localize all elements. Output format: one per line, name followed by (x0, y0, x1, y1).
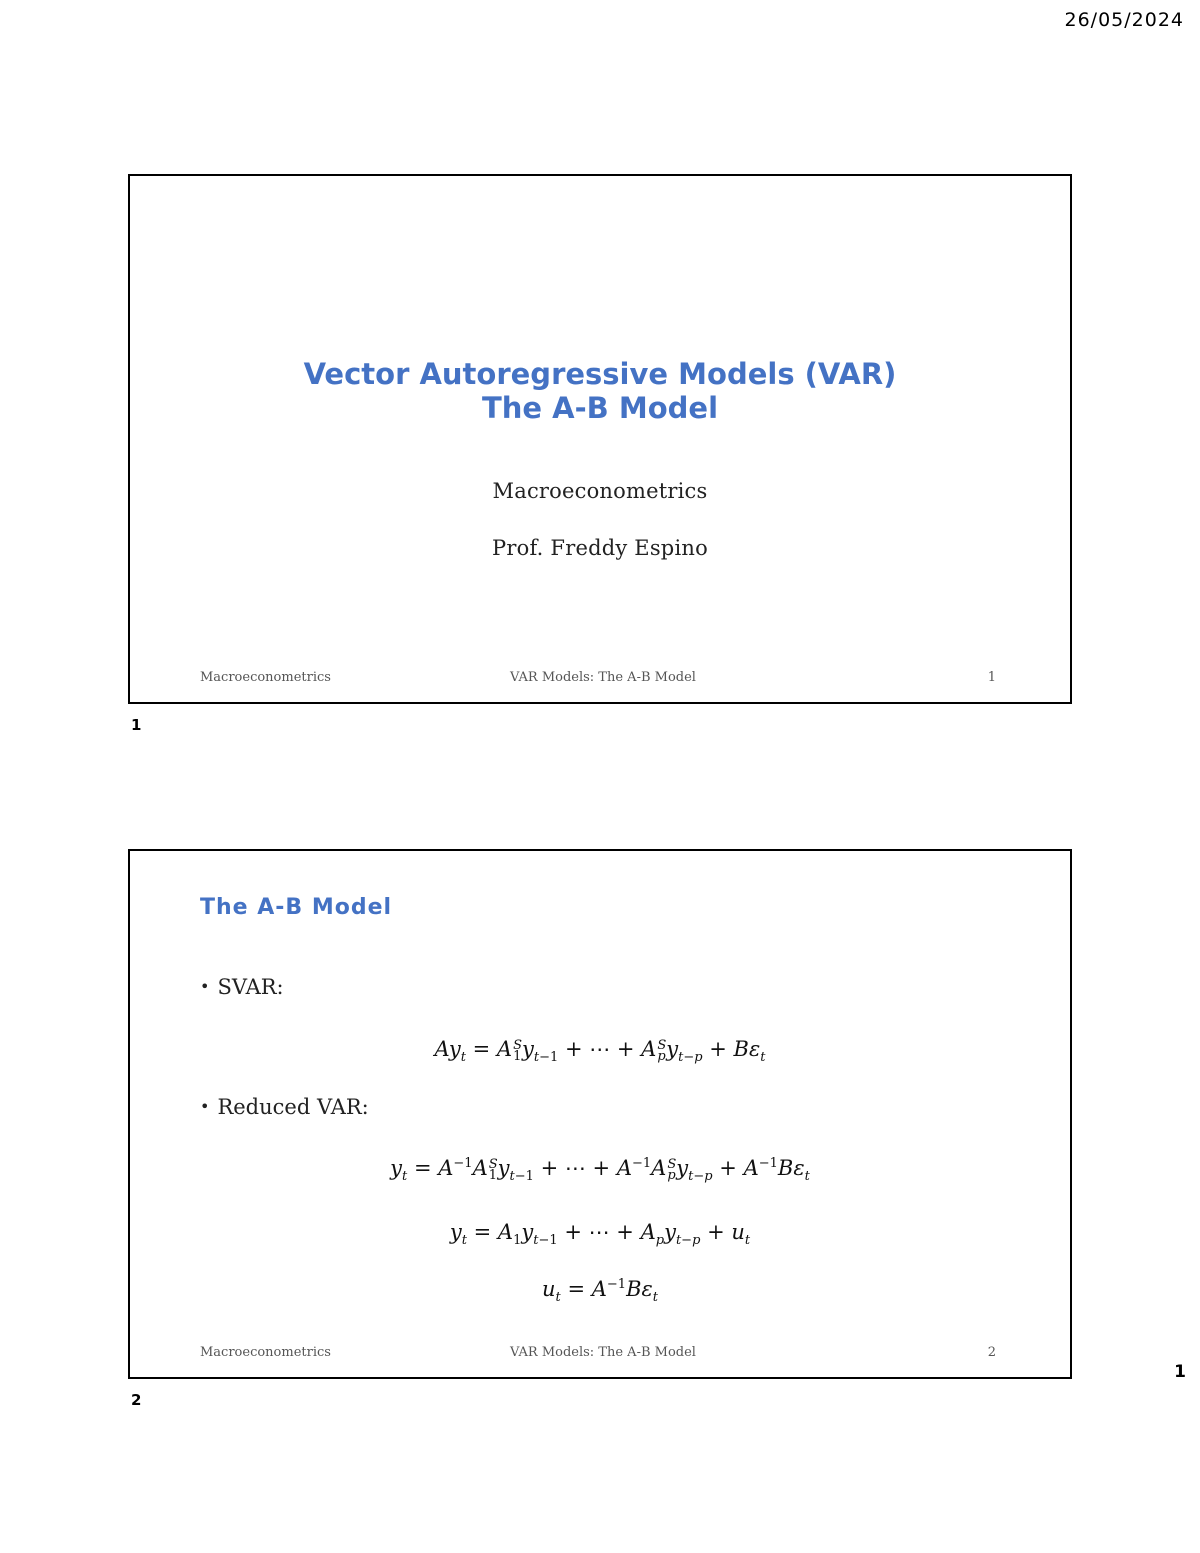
equation-reduced-var-1: $y_t = A^{-1}A$ S 1 $y_{t-1}$ + ⋯ + $A^{-1}A$ S p $y_{t-p} + A^{-1}B\varepsilon_t$ (390, 1156, 810, 1185)
slide-label-2: 2 (131, 1391, 142, 1409)
title-line-2: The A-B Model (481, 391, 719, 425)
footer-slide-number: 1 (987, 670, 996, 685)
footer-center: VAR Models: The A-B Model (510, 670, 696, 685)
slide-title (130, 357, 1070, 425)
page-number: 1 (1174, 1362, 1186, 1382)
bullet-text: Reduced VAR: (217, 1095, 369, 1119)
bullet-dot-icon: • (200, 977, 210, 996)
slide-title: The A-B Model (200, 895, 393, 920)
bullet-svar (200, 975, 284, 999)
bullet-text: SVAR: (217, 975, 284, 999)
bullet-dot-icon: • (200, 1097, 210, 1116)
slide-label-1: 1 (131, 716, 142, 734)
footer-left: Macroeconometrics (200, 670, 331, 685)
equation-svar: $Ay_t = A$ S 1 $y_{t-1}$ + ⋯ + A S p $y_{t-p} + B\varepsilon_t$ (434, 1037, 766, 1066)
slide-1 (128, 174, 1072, 704)
title-line-1: Vector Autoregressive Models (VAR) (303, 357, 897, 391)
course-name: Macroeconometrics (492, 479, 708, 503)
equation-error-term: $u_t = A^{-1}B\varepsilon_t$ (541, 1277, 658, 1306)
slide-2 (128, 849, 1072, 1379)
footer-center: VAR Models: The A-B Model (510, 1345, 696, 1360)
print-date: 26/05/2024 (1064, 9, 1184, 31)
bullet-reduced-var (200, 1095, 369, 1119)
footer-slide-number: 2 (987, 1345, 996, 1360)
equation-reduced-var-2: $y_t = A_1y_{t-1}$ + ⋯ + $A_py_{t-p} + u_t$ (449, 1220, 751, 1249)
professor-name: Prof. Freddy Espino (492, 536, 708, 560)
footer-left: Macroeconometrics (200, 1345, 331, 1360)
